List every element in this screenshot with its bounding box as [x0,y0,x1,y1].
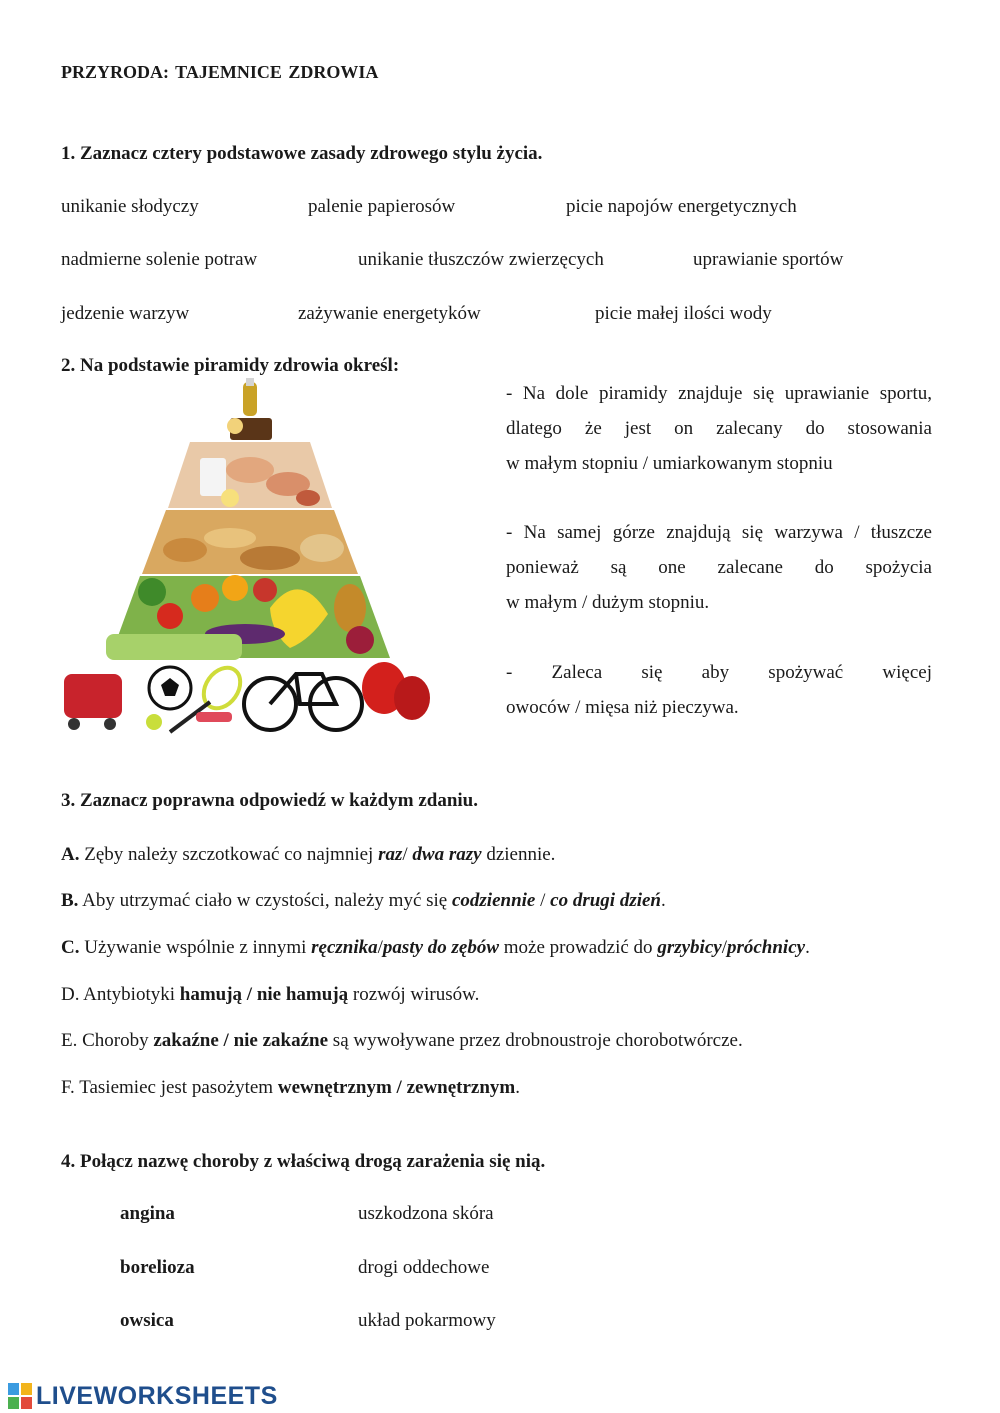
tennis-ball-icon [146,714,162,730]
sentence-text: . [661,890,666,911]
q1-option[interactable]: nadmierne solenie potraw [61,249,258,270]
q2-paragraph-2c[interactable]: w małym / dużym stopniu. [506,592,710,613]
disease-item[interactable]: angina [120,1203,175,1224]
q1-option[interactable]: picie napojów energetycznych [566,196,797,217]
q3-sentence-c [61,937,810,959]
q3-sentence-b [61,890,666,912]
answer-choice[interactable]: próchnicy [726,937,806,958]
sentence-text: E. Choroby [61,1030,154,1051]
sentence-letter: B. [61,890,79,911]
answer-choice[interactable]: dwa razy [412,844,482,865]
sentence-text: . [515,1077,521,1098]
sentence-text: rozwój wirusów. [348,984,480,1005]
q2-paragraph-1c[interactable]: w małym stopniu / umiarkowanym stopniu [506,453,833,474]
q2-paragraph-1a: - Na dole piramidy znajduje się uprawianie sportu, [506,383,932,404]
answer-choice[interactable]: co drugi dzień [550,890,662,911]
q1-option[interactable]: jedzenie warzyw [61,303,190,324]
pepper-icon [157,603,183,629]
answer-choice[interactable]: ręcznika [311,937,378,958]
q2-paragraph-2a[interactable]: - Na samej górze znajdują się warzywa / tłuszcze [506,522,932,543]
answer-choice[interactable]: raz [378,844,403,865]
q2-paragraph-2b: ponieważ są one zalecane do spożycia [506,557,932,578]
q2-paragraph-1b: dlatego że jest on zalecany do stosowania [506,418,932,439]
celery-icon [106,634,242,660]
separator: / [402,844,413,865]
route-item[interactable]: drogi oddechowe [358,1257,490,1278]
q3-sentence-e [61,1030,743,1052]
q2-paragraph-3a: - Zaleca się aby spożywać więcej [506,662,932,683]
separator: / [535,890,551,911]
broccoli-icon [138,578,166,606]
disease-item[interactable]: owsica [120,1310,174,1331]
q1-option[interactable]: picie małej ilości wody [595,303,772,324]
grapes-icon [346,626,374,654]
answer-choice[interactable]: codziennie [451,890,536,911]
sentence-letter: A. [61,844,80,865]
answer-choice[interactable]: zakaźne / nie zakaźne [153,1030,329,1051]
pineapple-icon [334,584,366,632]
orange-icon [222,575,248,601]
sentence-text: są wywoływane przez drobnoustroje chorobotwórcze. [328,1030,743,1051]
q3-sentence-d [61,984,479,1006]
answer-choice[interactable]: hamują / nie hamują [179,984,349,1005]
q3-sentence-a [61,844,555,866]
sentence-text: dziennie. [481,844,556,865]
page-title: PRZYRODA: TAJEMNICE ZDROWIA [61,62,379,82]
q3-sentence-f [61,1077,520,1099]
logo-text: LIVEWORKSHEETS [36,1381,278,1410]
sentence-letter: C. [61,937,80,958]
route-item[interactable]: układ pokarmowy [358,1310,496,1331]
answer-choice[interactable]: pasty do zębów [382,937,500,958]
answer-choice[interactable]: grzybicy [657,937,722,958]
q1-option[interactable]: uprawianie sportów [693,249,844,270]
q4-heading: 4. Połącz nazwę choroby z właściwą drogą zarażenia się nią. [61,1151,546,1172]
q1-option[interactable]: unikanie tłuszczów zwierzęcych [358,249,604,270]
liveworksheets-logo [8,1381,278,1411]
route-item[interactable]: uszkodzona skóra [358,1203,494,1224]
dumbbell-icon [196,712,232,722]
food-pyramid-image [60,378,440,740]
q1-heading: 1. Zaznacz cztery podstawowe zasady zdrowego stylu życia. [61,143,543,164]
q1-option[interactable]: zażywanie energetyków [298,303,481,324]
apple-icon [253,578,277,602]
logo-blocks-icon [8,1383,32,1409]
q2-heading: 2. Na podstawie piramidy zdrowia określ: [61,355,400,376]
q1-option[interactable]: unikanie słodyczy [61,196,199,217]
separator: / [721,937,727,958]
rollerskate-icon [64,674,122,718]
oil-bottle-icon [243,382,257,416]
q2-paragraph-3b[interactable]: owoców / mięsa niż pieczywa. [506,697,739,718]
answer-choice[interactable]: wewnętrznym / zewnętrznym [277,1077,516,1098]
sentence-text: . [805,937,810,958]
sentence-text: Zęby należy szczotkować co najmniej [79,844,379,865]
sentence-text: Używanie wspólnie z innymi [79,937,312,958]
sentence-text: D. Antybiotyki [61,984,180,1005]
q3-heading: 3. Zaznacz poprawna odpowiedź w każdym zdaniu. [61,790,478,811]
disease-item[interactable]: borelioza [120,1257,195,1278]
sentence-text: Aby utrzymać ciało w czystości, należy myć się [78,890,452,911]
separator: / [377,937,383,958]
sentence-text: może prowadzić do [499,937,658,958]
sentence-text: F. Tasiemiec jest pasożytem [61,1077,278,1098]
milk-icon [200,458,226,496]
q1-option[interactable]: palenie papierosów [308,196,456,217]
